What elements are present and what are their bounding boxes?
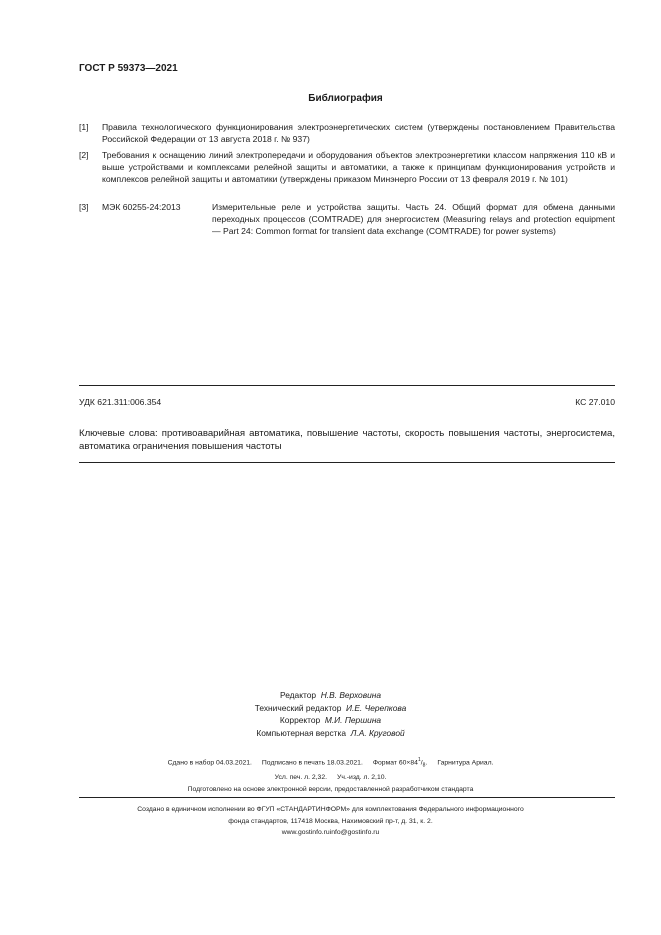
email-link[interactable]: info@gostinfo.ru [329, 829, 380, 836]
imprint-line-2: Усл. печ. л. 2,32. Уч.-изд. л. 2,10. [274, 774, 387, 782]
entry-number: [2] [79, 150, 89, 160]
website-link[interactable]: www.gostinfo.ru [281, 829, 330, 836]
footer-line-2: фонда стандартов, 117418 Москва, Нахимовский пр-т, д. 31, к. 2. [228, 817, 433, 825]
publisher-footer [0, 804, 661, 839]
bibliography-entry-3 [79, 201, 615, 237]
staff-tech-editor: Технический редактор И.Е. Черепкова [254, 702, 407, 713]
divider [79, 462, 615, 463]
staff-editor: Редактор Н.В. Верховина [279, 690, 381, 700]
entry-number: [1] [79, 122, 89, 132]
keywords: Ключевые слова: противоаварийная автоматика, повышение частоты, скорость повышения частоты, энергосистема, автоматика ограничения повышения частоты [79, 428, 615, 452]
bibliography-title: Библиография [308, 93, 383, 104]
entry-text: Требования к оснащению линий электропередачи и оборудования объектов электроэнергетики классом напряжения 110 кВ и выше устройствами и комплексами релейной защиты и автоматики, а также к принципам функционирования устройств и комплексов релейной защиты и автоматики (утверждены приказом Минэнерго России от 13 февраля 2019 г. № 101) [102, 150, 615, 184]
document-code: ГОСТ Р 59373—2021 [79, 63, 178, 74]
staff-credits [0, 689, 661, 739]
entry-text: Измерительные реле и устройства защиты. Часть 24. Общий формат для обмена данными переходных процессов (COMTRADE) для энергосистем (Measuring relays and protection equipment — Part 24: Common format for transient data exchange (COMTRADE) for power systems) [212, 202, 615, 236]
imprint [0, 755, 661, 795]
entry-number: [3] [79, 202, 89, 212]
divider [79, 797, 615, 798]
entry-text: Правила технологического функционирования электроэнергетических систем (утверждены постановлением Правительства Российской Федерации от 13 августа 2018 г. № 937) [102, 122, 615, 144]
udk-code: УДК 621.311:006.354 [79, 397, 162, 407]
divider [79, 385, 615, 386]
imprint-source: Подготовлено на основе электронной версии, предоставленной разработчиком стандарта [187, 785, 474, 793]
staff-layout: Компьютерная верстка Л.А. Круговой [256, 727, 405, 738]
footer-line-1: Создано в единичном исполнении во ФГУП «СТАНДАРТИНФОРМ» для комплектования Федерального информационного [137, 806, 524, 813]
imprint-line-1: Сдано в набор 04.03.2021. Подписано в печать 18.03.2021. Формат $60\times 84^1/_8$. Гарнитура Ариал. [167, 757, 494, 769]
staff-corrector: Корректор М.И. Першина [279, 715, 382, 725]
bibliography-entry-1 [79, 121, 615, 145]
bibliography-entry-2 [79, 149, 615, 185]
entry-standard-code: МЭК 60255-24:2013 [102, 202, 181, 212]
footer-contacts [0, 827, 661, 839]
ks-code: КС 27.010 [575, 397, 615, 407]
